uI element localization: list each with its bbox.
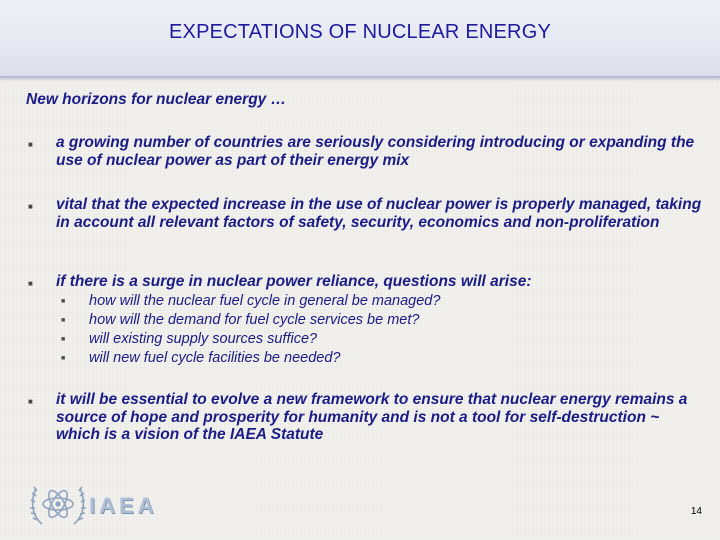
bullet-icon: ■ bbox=[28, 202, 33, 211]
un-emblem-atom-icon bbox=[28, 476, 88, 530]
sub-bullet-item: how will the nuclear fuel cycle in general be managed? bbox=[89, 293, 441, 309]
iaea-logo-text: IAEA bbox=[89, 493, 158, 518]
bullet-icon: ■ bbox=[28, 279, 33, 288]
sub-bullet-item: will existing supply sources suffice? bbox=[89, 331, 318, 347]
bullet-icon: ■ bbox=[28, 140, 33, 149]
slide-subtitle: New horizons for nuclear energy … bbox=[26, 91, 287, 108]
bullet-item: a growing number of countries are seriously considering introducing or expanding the use of nuclear power as part of their energy mix bbox=[56, 134, 695, 169]
bullet-item: if there is a surge in nuclear power reliance, questions will arise: bbox=[56, 273, 532, 290]
sub-bullet-icon: ■ bbox=[61, 317, 66, 324]
bullet-item: vital that the expected increase in the use of nuclear power is properly managed, taking in account all relevant factors of safety, security, economics and non-proliferation bbox=[56, 196, 702, 231]
bullet-icon: ■ bbox=[28, 397, 33, 406]
sub-bullet-item: will new fuel cycle facilities be needed? bbox=[89, 350, 341, 366]
page-number: 14 bbox=[690, 506, 702, 517]
sub-bullet-icon: ■ bbox=[61, 336, 66, 343]
sub-bullet-icon: ■ bbox=[61, 355, 66, 362]
slide-title: EXPECTATIONS OF NUCLEAR ENERGY bbox=[169, 21, 551, 43]
sub-bullet-icon: ■ bbox=[61, 298, 66, 305]
bullet-item: it will be essential to evolve a new framework to ensure that nuclear energy remains a source of hope and prosperity for humanity and is not a tool for self-destruction ~ which is a vision of the IAEA Statute bbox=[56, 391, 688, 443]
sub-bullet-item: how will the demand for fuel cycle services be met? bbox=[89, 312, 420, 328]
